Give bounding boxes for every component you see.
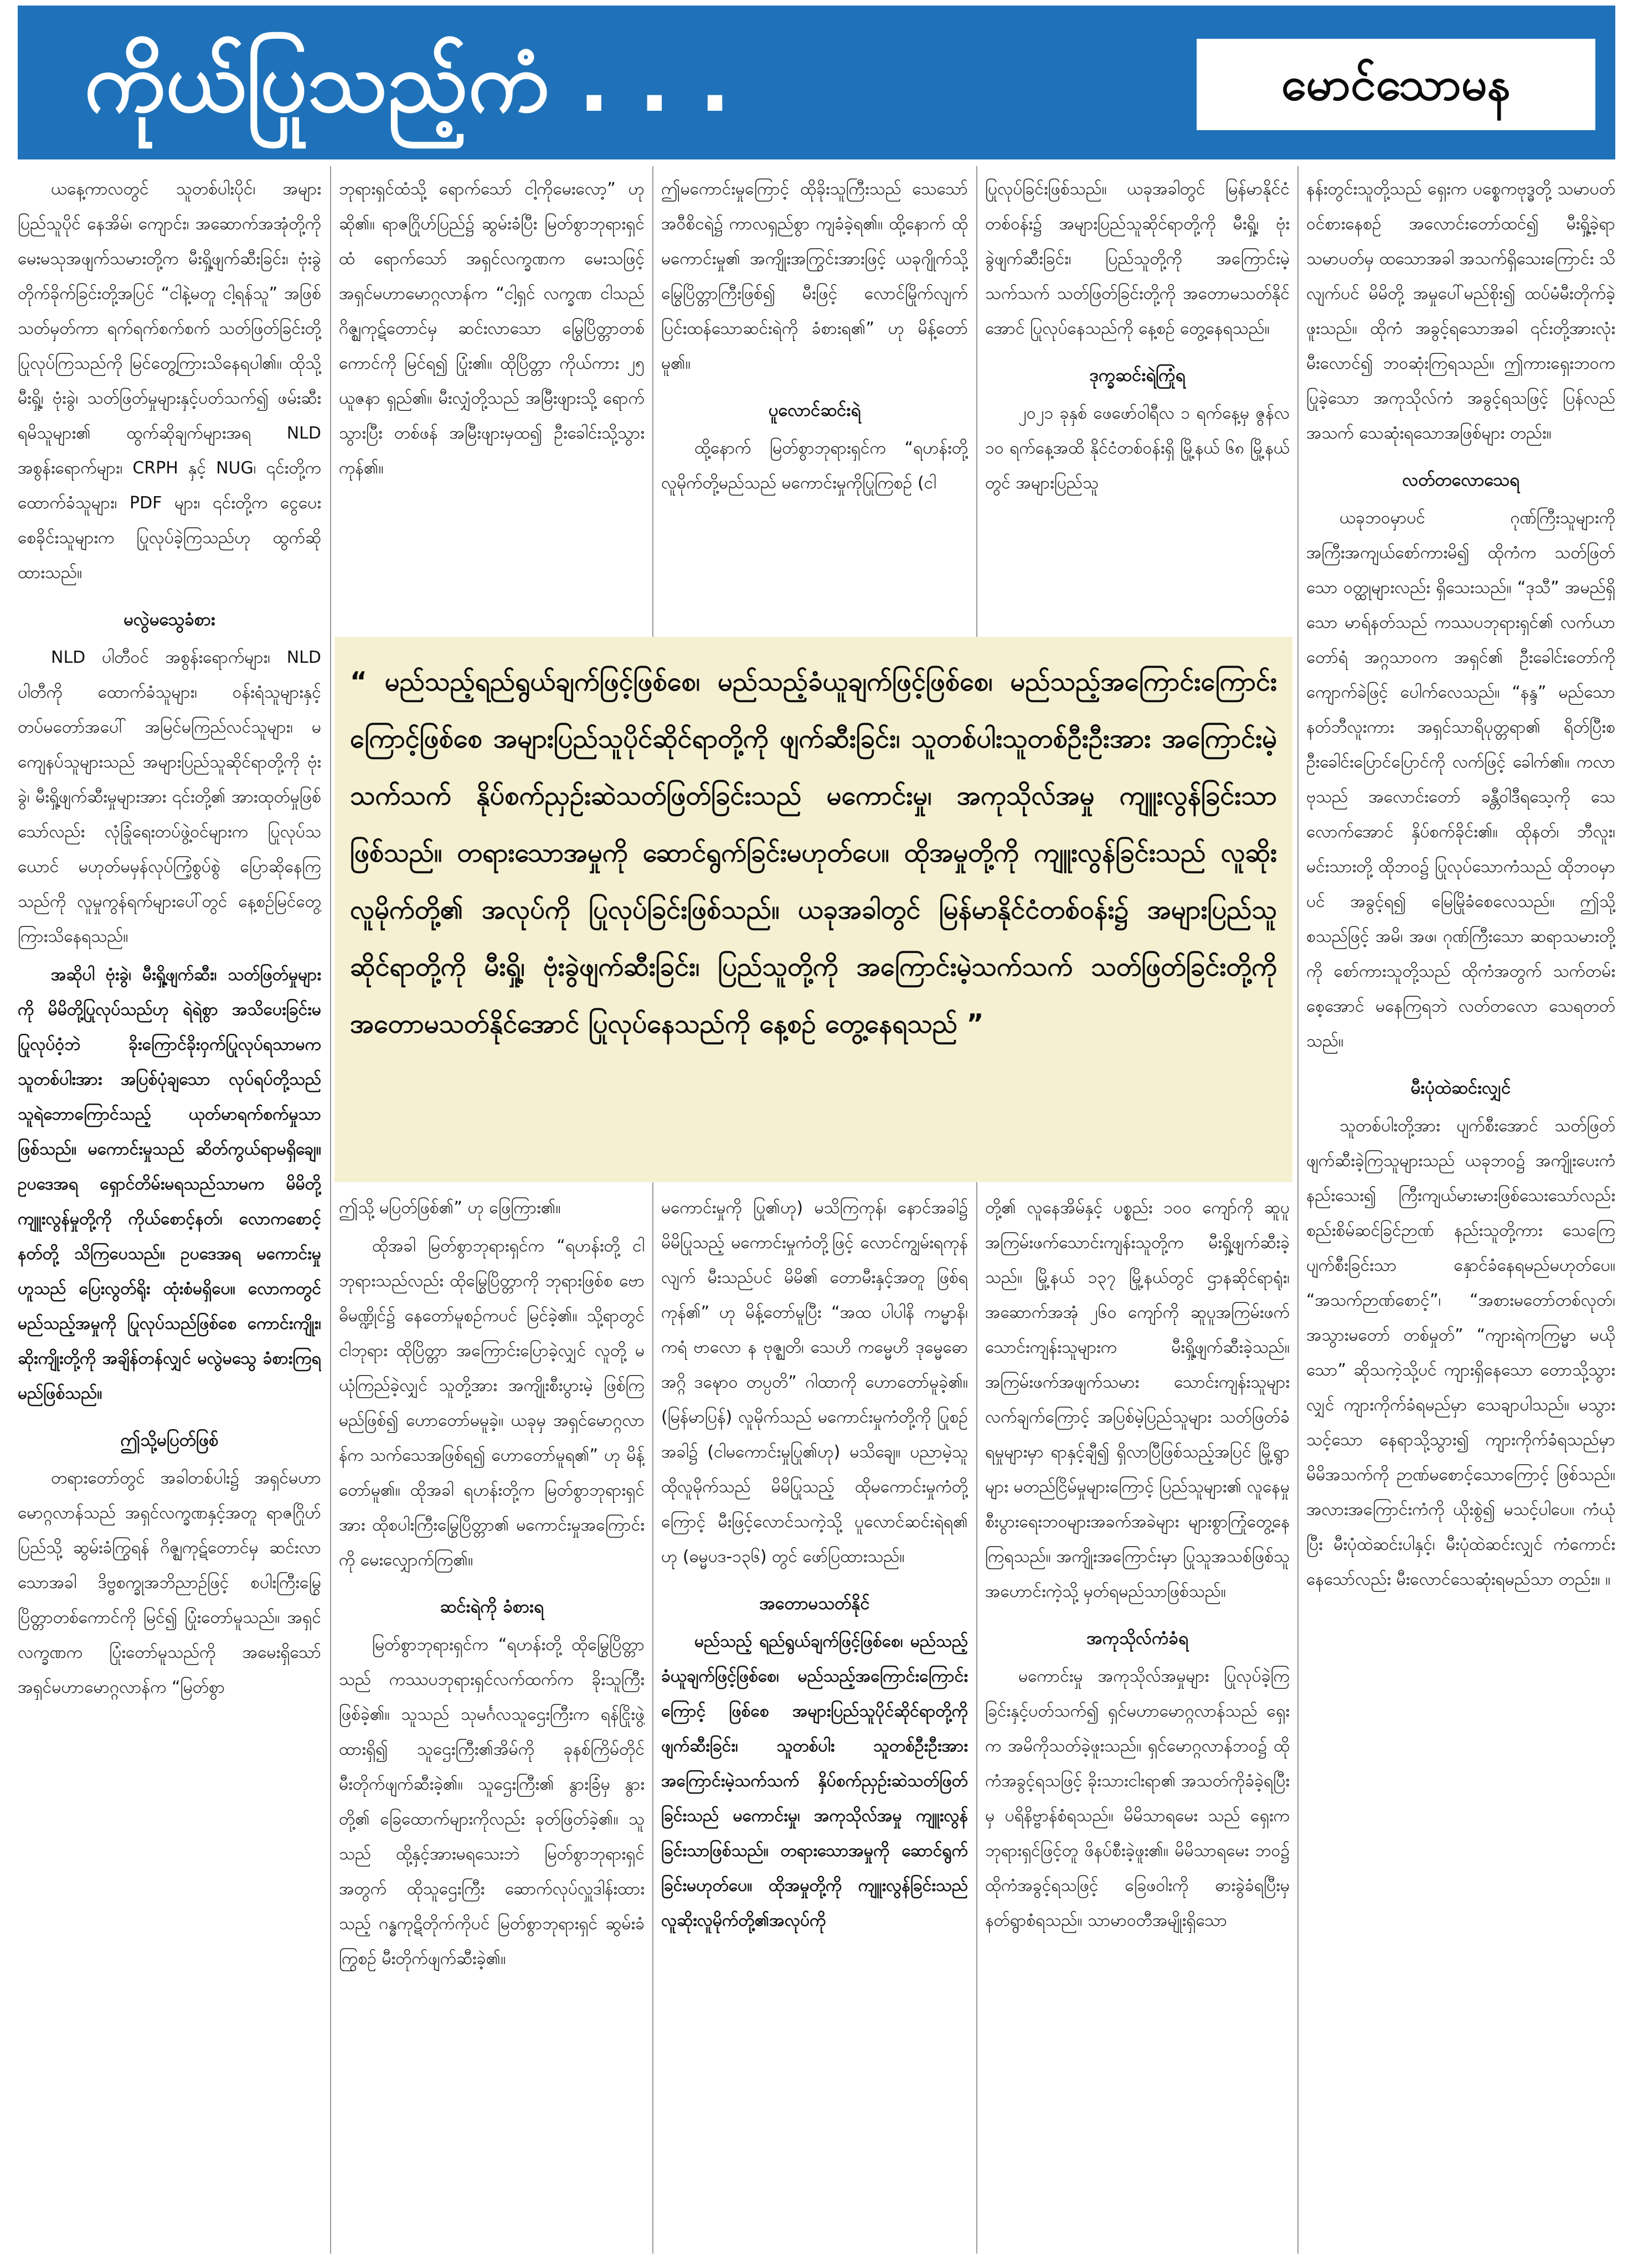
paragraph: တရားတော်တွင် အခါတစ်ပါး၌ အရှင်မဟာမောဂ္ဂလာန်သည် အရှင်လက္ခဏနှင့်အတူ ရာဇဂြိုဟ်ပြည်သို့ ဆွမ်းခံကြွရန် ဂိဇ္ဈကုဋ်တောင်မှ ဆင်းလာသောအခါ ဒိဗ္ဗစက္ခုအဘိညာဉ်ဖြင့် စပါးကြီးမြွေပြိတ္တာတစ်ကောင်ကို မြင်၍ ပြုံးတော်မူသည်။ အရှင်လက္ခဏက ပြုံးတော်မူသည်ကို အမေးရှိသော် အရှင်မဟာမောဂ္ဂလာန်က “မြတ်စွာ [18, 1468, 321, 1697]
author-byline: မောင်သောမန [1197, 39, 1595, 130]
subheading: ဒုက္ခဆင်းရဲကြုံရ [1089, 365, 1186, 385]
subheading: ပူလောင်ဆင်းရဲ [768, 400, 861, 420]
subheading: မီးပုံထဲဆင်းလျှင် [1410, 1078, 1511, 1098]
paragraph: တို့၏ လူနေအိမ်နှင့် ပစ္စည်း ၁၀၀ ကျော်ကို ဆူပူအကြမ်းဖက်သောင်းကျန်းသူတို့က မီးရှို့ဖျက်ဆီးခဲ့သည်။ မြို့နယ် ၁၃၇ မြို့နယ်တွင် ဌာနဆိုင်ရာရုံး၊ အဆောက်အအုံ ၂၆၀ ကျော်ကို ဆူပူအကြမ်းဖက်သောင်းကျန်းသူများက မီးရှို့ဖျက်ဆီးခဲ့သည်။ အကြမ်းဖက်အဖျက်သမား သောင်းကျန်းသူများ လက်ချက်ကြောင့် အပြစ်မဲ့ပြည်သူများ သတ်ဖြတ်ခံရမှုများမှာ ရာနှင့်ချီ၍ ရှိလာပြီဖြစ်သည့်အပြင် မြို့ရွာများ မတည်ငြိမ်မှုများကြောင့် ပြည်သူများ၏ လူနေမှုစီးပွားရေးဘဝများအခက်အခဲများ များစွာကြုံတွေ့နေကြရသည်။ အကျိုးအကြောင်းမှာ ပြုသူအသစ်ဖြစ်သူအဟောင်းကဲ့သို့ မှတ်ရမည်သာဖြစ်သည်။ [985, 1198, 1290, 1601]
column-divider [976, 166, 977, 2254]
paragraph: မည်သည့် ရည်ရွယ်ချက်ဖြင့်ဖြစ်စေ၊ မည်သည့်ခံယူချက်ဖြင့်ဖြစ်စေ၊ မည်သည့်အကြောင်းကြောင်းကြောင့် ဖြစ်စေ အများပြည်သူပိုင်ဆိုင်ရာတို့ကို ဖျက်ဆီးခြင်း၊ သူတစ်ပါး သူတစ်ဦးဦးအား အကြောင်းမဲ့သက်သက် နှိပ်စက်ညှဉ်းဆဲသတ်ဖြတ်ခြင်းသည် မကောင်းမှု၊ အကုသိုလ်အမှု ကျူးလွန်ခြင်းသာဖြစ်သည်။ တရားသောအမှုကို ဆောင်ရွက်ခြင်းမဟုတ်ပေ။ ထိုအမှုတို့ကို ကျူးလွန်ခြင်းသည် လူဆိုးလူမိုက်တို့၏အလုပ်ကို [661, 1632, 968, 1930]
subheading: အကုသိုလ်ကံခံရ [1086, 1628, 1188, 1648]
column-divider [330, 166, 331, 2254]
paragraph: မြတ်စွာဘုရားရှင်က “ရဟန်းတို့ ထိုမြွေပြိတ္တာသည် ကဿပဘုရားရှင်လက်ထက်က ခိုးသူကြီး ဖြစ်ခဲ့၏။ သူသည် သုမင်္ဂလသူဌေးကြီးက ရန်ငြိုးဖွဲ့ထားရှိ၍ သူဌေးကြီး၏အိမ်ကို ခုနစ်ကြိမ်တိုင် မီးတိုက်ဖျက်ဆီးခဲ့၏။ သူဌေးကြီး၏ နွားခြံမှ နွားတို့၏ ခြေထောက်များကိုလည်း ခုတ်ဖြတ်ခဲ့၏။ သူသည် ထို့နှင့်အားမရသေးဘဲ မြတ်စွာဘုရားရှင်အတွက် ထိုသူဌေးကြီး ဆောက်လုပ်လှူဒါန်းထားသည့် ဂန္ဓကုဋိတိုက်ကိုပင် မြတ်စွာဘုရားရှင် ဆွမ်းခံကြွစဉ် မီးတိုက်ဖျက်ဆီးခဲ့၏။ [339, 1635, 645, 1968]
article-title: ကိုယ်ပြုသည့်ကံ . . . [84, 34, 731, 131]
pull-quote-text: “ မည်သည့်ရည်ရွယ်ချက်ဖြင့်ဖြစ်စေ၊ မည်သည့်ခံယူချက်ဖြင့်ဖြစ်စေ၊ မည်သည့်အကြောင်းကြောင်းကြောင့်ဖြစ်စေ အများပြည်သူပိုင်ဆိုင်ရာတို့ကို ဖျက်ဆီးခြင်း၊ သူတစ်ပါးသူတစ်ဦးဦးအား အကြောင်းမဲ့သက်သက် နိုပ်စက်ညှဉ်းဆဲသတ်ဖြတ်ခြင်းသည် မကောင်းမှု၊ အကုသိုလ်အမှု ကျူးလွန်ခြင်းသာဖြစ်သည်။ တရားသောအမှုကို ဆောင်ရွက်ခြင်းမဟုတ်ပေ။ ထိုအမှုတို့ကို ကျူးလွန်ခြင်းသည် လူဆိုးလူမိုက်တို့၏ အလုပ်ကို ပြုလုပ်ခြင်းဖြစ်သည်။ ယခုအခါတွင် မြန်မာနိုင်ငံတစ်ဝန်း၌ အများပြည်သူဆိုင်ရာတို့ကို မီးရှို့၊ ဗုံးခွဲဖျက်ဆီးခြင်း၊ ပြည်သူတို့ကို အကြောင်းမဲ့သက်သက် သတ်ဖြတ်ခြင်းတို့ကို အတောမသတ်နိုင်အောင် ပြုလုပ်နေသည်ကို နေ့စဉ် တွေ့နေရသည် ” [350, 667, 1277, 1039]
paragraph: ထို့နောက် မြတ်စွာဘုရားရှင်က “ရဟန်းတို့ လူမိုက်တို့မည်သည် မကောင်းမှုကိုပြုကြစဉ် (ငါ [661, 439, 968, 493]
subheading: လတ်တလောသေရ [1402, 470, 1519, 490]
column-divider [652, 166, 653, 2254]
header-banner [18, 6, 1615, 159]
paragraph: ထိုအခါ မြတ်စွာဘုရားရှင်က “ရဟန်းတို့ ငါဘုရားသည်လည်း ထိုမြွေပြိတ္တာကို ဘုရားဖြစ်စ ဗောဓိမဏ္ဍိုင်၌ နေတော်မူစဉ်ကပင် မြင်ခဲ့၏။ သို့ရာတွင် ငါဘုရား ထိုပြိတ္တာ အကြောင်းပြောခဲ့လျှင် လူတို့ မယုံကြည်ခဲ့လျှင် သူတို့အား အကျိုးစီးပွားမဲ့ ဖြစ်ကြမည်ဖြစ်၍ ဟောတော်မမူခဲ့။ ယခုမှ အရှင်မောဂ္ဂလာန်က သက်သေအဖြစ်ရ၍ ဟောတော်မူရ၏” ဟု မိန့်တော်မူ၏။ ထိုအခါ ရဟန်းတို့က မြတ်စွာဘုရားရှင်အား ထိုစပါးကြီးမြွေပြိတ္တာ၏ မကောင်းမှုအကြောင်းကို မေးလျှောက်ကြ၏။ [339, 1236, 645, 1570]
subheading: မလွဲမသွေခံစား [123, 610, 215, 630]
paragraph: နန်းတွင်းသူတို့သည် ရှေးက ပစ္စေကဗုဒ္ဓတို့ သမာပတ်ဝင်စားနေစဉ် အလောင်းတော်ထင်၍ မီးရှို့ခဲ့ရာ သမာပတ်မှ ထသောအခါ အသက်ရှိသေးကြောင်း သိလျက်ပင် မိမိတို့ အမှုပေါ်မည်စိုး၍ ထပ်မံမီးတိုက်ခဲ့ဖူးသည်။ ထိုကံ အခွင့်ရသောအခါ ၎င်းတို့အားလုံး မီးလောင်၍ ဘဝဆုံးကြရသည်။ ဤကားရှေးဘဝကပြုခဲ့သော အကုသိုလ်ကံ အခွင့်ရသဖြင့် ပြန်လည်အသက် သေဆုံးရသောအဖြစ်များ တည်း။ [1306, 179, 1615, 443]
column-4-bottom [985, 1190, 1290, 2254]
subheading: ဆင်းရဲကို ခံစားရ [440, 1597, 544, 1617]
paragraph: ၂၀၂၁ ခုနှစ် ဖေဖော်ဝါရီလ ၁ ရက်နေ့မှ ဇွန်လ ၁၀ ရက်နေ့အထိ နိုင်ငံတစ်ဝန်းရှိ မြို့နယ် ၆၈ မြို့နယ်တွင် အများပြည်သူ [985, 404, 1290, 493]
column-3-top [661, 172, 968, 631]
pull-quote-box [334, 637, 1292, 1182]
column-divider [1297, 166, 1299, 2254]
paragraph: ဤမကောင်းမှုကြောင့် ထိုခိုးသူကြီးသည် သေသော်အဝီစိငရဲ၌ ကာလရှည်စွာ ကျခံခဲ့ရ၏။ ထို့နောက် ထိုမကောင်းမှု၏ အကျိုးအကြွင်းအားဖြင့် ယခုဂျိုက်သို့ မြွေပြိတ္တာကြီးဖြစ်၍ မီးဖြင့် လောင်မြိုက်လျက် ပြင်းထန်သောဆင်းရဲကို ခံစားရ၏” ဟု မိန့်တော်မူ၏။ [661, 179, 968, 373]
paragraph: ယနေ့ကာလတွင် သူတစ်ပါးပိုင်၊ အများပြည်သူပိုင် နေအိမ်၊ ကျောင်း၊ အဆောက်အအုံတို့ကို မေးမသုအဖျက်သမားတို့က မီးရှို့ဖျက်ဆီးခြင်း၊ ဗုံးခွဲတိုက်ခိုက်ခြင်းတို့အပြင် “ငါနဲ့မတူ ငါ့ရန်သူ” အဖြစ်သတ်မှတ်ကာ ရက်ရက်စက်စက် သတ်ဖြတ်ခြင်းတို့ ပြုလုပ်ကြသည်ကို မြင်တွေ့ကြားသိနေရပါ၏။ ထိုသို့ မီးရှို့၊ ဗုံးခွဲ၊ သတ်ဖြတ်မှုများနှင့်ပတ်သက်၍ ဖမ်းဆီးရမိသူများ၏ ထွက်ဆိုချက်များအရ NLD အစွန်းရောက်များ၊ CRPH နှင့် NUG၊ ၎င်းတို့က ထောက်ခံသူများ၊ PDF များ၊ ၎င်းတို့က ငွေပေးစေခိုင်းသူများက ပြုလုပ်ခဲ့ကြသည်ဟု ထွက်ဆိုထားသည်။ [18, 179, 321, 583]
column-1 [18, 172, 321, 2254]
column-3-bottom [661, 1190, 968, 2254]
subheading: ဤသို့မပြတ်ဖြစ် [120, 1430, 219, 1450]
paragraph: အဆိုပါ ဗုံးခွဲ၊ မီးရှို့ဖျက်ဆီး၊ သတ်ဖြတ်မှုများကို မိမိတို့ပြုလုပ်သည်ဟု ရဲရဲစွာ အသိပေးခြင်းမပြုလုပ်ဝံ့ဘဲ ခိုးကြောင်ခိုးဝှက်ပြုလုပ်ရသာမက သူတစ်ပါးအား အပြစ်ပုံချသော လုပ်ရပ်တို့သည် သူရဲဘောကြောင်သည့် ယုတ်မာရက်စက်မှုသာ ဖြစ်သည်။ မကောင်းမှုသည် ဆိတ်ကွယ်ရာမရှိချေ။ ဥပဒေအရ ရှောင်တိမ်းမရသည်သာမက မိမိတို့ကျူးလွန်မှုတို့ကို ကိုယ်စောင့်နတ်၊ လောကစောင့်နတ်တို့ သိကြပေသည်။ ဥပဒေအရ မကောင်းမှုဟူသည် ပြေးလွတ်ရိုး ထုံးစံမရှိပေ။ လောကတွင် မည်သည့်အမှုကို ပြုလုပ်သည်ဖြစ်စေ ကောင်းကျိုး၊ ဆိုးကျိုးတို့ကို အချိန်တန်လျှင် မလွဲမသွေ ခံစားကြရမည်ဖြစ်သည်။ [18, 965, 321, 1403]
paragraph: သူတစ်ပါးတို့အား ပျက်စီးအောင် သတ်ဖြတ်ဖျက်ဆီးခဲ့ကြသူများသည် ယခုဘဝ၌ အကျိုးပေးကံနည်းသေး၍ ကြီးကျယ်မားမားဖြစ်သေးသော်လည်း စည်းစိမ်ဆင်ခြင်ဉာဏ် နည်းသူတို့ကား သေကြေပျက်စီးခြင်းသာ နှောင်ခံနေရမည်မဟုတ်ပေ။ “အသက်ဉာဏ်စောင့်”၊ “အစားမတော်တစ်လုတ်၊ အသွားမတော် တစ်မှုတ်” “ကျားရဲကကြမ္မာ မယိုသော” ဆိုသကဲ့သို့ပင် ကျားရှိနေသော တောသို့သွားလျှင် ကျားကိုက်ခံရမည်မှာ သေချာပါသည်။ မသွားသင့်သော နေရာသို့သွား၍ ကျားကိုက်ခံရသည်မှာ မိမိအသက်ကို ဉာဏ်မစောင့်သောကြောင့် ဖြစ်သည်။ အလားအကြောင်းကံကို ယိုးစွဲ၍ မသင့်ပါပေ။ ကံယုံပြီး မီးပုံထဲဆင်းပါနှင့်၊ မီးပုံထဲဆင်းလျှင် ကံကောင်းနေသော်လည်း မီးလောင်သေဆုံးရမည်သာ တည်း။ ။ [1306, 1116, 1615, 1589]
column-4-top [985, 172, 1290, 631]
subheading: အတောမသတ်နိုင် [759, 1594, 870, 1614]
paragraph: NLD ပါတီဝင် အစွန်းရောက်များ၊ NLD ပါတီကို ထောက်ခံသူများ၊ ဝန်းရံသူများနှင့် တပ်မတော်အပေါ် အမြင်မကြည်လင်သူများ၊ မကျေနပ်သူများသည် အများပြည်သူဆိုင်ရာတို့ကို ဗုံးခွဲ၊ မီးရှို့ဖျက်ဆီးမှုများအား ၎င်းတို့၏ အားထုတ်မှုဖြစ်သော်လည်း လုံခြုံရေးတပ်ဖွဲ့ဝင်များက ပြုလုပ်သယောင် မဟုတ်မမှန်လုပ်ကြံ့စွပ်စွဲ ပြောဆိုနေကြသည်ကို လူမှုကွန်ရက်များပေါ်တွင် နေ့စဉ်မြင်တွေ့ကြားသိနေရသည်။ [18, 648, 321, 946]
column-2-top [339, 172, 645, 631]
paragraph: ဘုရားရှင်ထံသို့ ရောက်သော် ငါ့ကိုမေးလော့” ဟုဆို၏။ ရာဇဂြိုဟ်ပြည်၌ ဆွမ်းခံပြီး မြတ်စွာဘုရားရှင်ထံ ရောက်သော် အရှင်လက္ခဏက မေးသဖြင့် အရှင်မဟာမောဂ္ဂလာန်က “ငါ့ရှင် လက္ခဏ ငါသည် ဂိဇ္ဈကုဋ်တောင်မှ ဆင်းလာသော မြွေပြိတ္တာတစ်ကောင်ကို မြင်ရ၍ ပြုံး၏။ ထိုပြိတ္တာ ကိုယ်ကား ၂၅ ယူဇနာ ရှည်၏။ မီးလျှံတို့သည် အမြီးဖျားသို့ ရောက်သွားပြီး တစ်ဖန် အမြီးဖျားမှထ၍ ဦးခေါင်းသို့သွားကုန်၏။ [339, 179, 645, 478]
paragraph: မကောင်းမှု အကုသိုလ်အမှုများ ပြုလုပ်ခဲ့ကြခြင်းနှင့်ပတ်သက်၍ ရှင်မဟာမောဂ္ဂလာန်သည် ရှေးက အမိကိုသတ်ခဲ့ဖူးသည်။ ရှင်မောဂ္ဂလာန်ဘဝ၌ ထိုကံအခွင့်ရသဖြင့် ခိုးသားငါးရာ၏ အသတ်ကိုခံခဲ့ရပြီးမှ ပရိနိဗ္ဗာန်စံရသည်။ မိမိသာရမေး သည် ရှေးက ဘုရားရှင်ဖြင့်တူ ဖိနပ်စီးခဲ့ဖူး၏။ မိမိသာရမေး ဘဝ၌ ထိုကံအခွင့်ရသဖြင့် ခြေဖဝါးကို ဓားခွဲခံရပြီးမှ နတ်ရွာစံရသည်။ သာမာဝတီအမျိုးရှိသော [985, 1667, 1290, 1930]
paragraph: ဤသို့ မပြတ်ဖြစ်၏” ဟု ဖြေကြား၏။ [339, 1198, 561, 1218]
column-2-bottom [339, 1190, 645, 2254]
paragraph: မကောင်းမှုကို ပြု၏ဟု) မသိကြကုန်၊ နောင်အခါ၌ မိမိပြုသည့် မကောင်းမှုကံတို့ဖြင့် လောင်ကျွမ်းရကုန်လျက် မီးသည်ပင် မိမိ၏ တောမီးနှင့်အတူ ဖြစ်ရကုန်၏” ဟု မိန့်တော်မူပြီး “အထ ပါပါနိ ကမ္မာနိ၊ ကရံ ဗာလော န ဗုဇ္ဈတိ၊ သေဟိ ကမ္မေဟိ ဒုမ္မေဓော အဂ္ဂိ ဒဍ္ဎောဝ တပ္ပတိ” ဂါထာကို ဟောတော်မူခဲ့၏။ (မြန်မာပြန်) လူမိုက်သည် မကောင်းမှုကံတို့ကို ပြုစဉ်အခါ၌ (ငါမကောင်းမှုပြု၏ဟု) မသိချေ။ ပညာမဲ့သူ ထိုလူမိုက်သည် မိမိပြုသည့် ထိုမကောင်းမှုကံတို့ကြောင့် မီးဖြင့်လောင်သကဲ့သို့ ပူလောင်ဆင်းရဲရ၏ ဟု (ဓမ္မပဒ-၁၃၆) တွင် ဖော်ပြထားသည်။ [661, 1198, 968, 1566]
paragraph: ပြုလုပ်ခြင်းဖြစ်သည်။ ယခုအခါတွင် မြန်မာနိုင်ငံတစ်ဝန်း၌ အများပြည်သူဆိုင်ရာတို့ကို မီးရှို့၊ ဗုံးခွဲဖျက်ဆီးခြင်း၊ ပြည်သူတို့ကို အကြောင်းမဲ့သက်သက် သတ်ဖြတ်ခြင်းတို့ကို အတောမသတ်နိုင်အောင် ပြုလုပ်နေသည်ကို နေ့စဉ် တွေ့နေရသည်။ [985, 179, 1290, 338]
paragraph: ယခုဘဝမှာပင် ဂုဏ်ကြီးသူများကို အကြီးအကျယ်စော်ကားမိ၍ ထိုကံက သတ်ဖြတ်သော ဝတ္ထုများလည်း ရှိသေးသည်။ “ဒုသီ” အမည်ရှိသော မာရ်နတ်သည် ကဿပဘုရားရှင်၏ လက်ယာတော်ရံ အဂ္ဂသာဝက အရှင်၏ ဦးခေါင်းတော်ကို ကျောက်ခဲဖြင့် ပေါက်လေသည်။ “နန္ဒ” မည်သော နတ်ဘီလူးကား အရှင်သာရိပုတ္တရာ၏ ရိတ်ပြီးစ ဦးခေါင်းပြောင်ပြောင်ကို လက်ဖြင့် ခေါက်၏။ ကလာဗုသည် အလောင်းတော် ခန္တီဝါဒီရသေ့ကို သေလောက်အောင် နှိပ်စက်ခိုင်း၏။ ထိုနတ်၊ ဘီလူး၊ မင်းသားတို့ ထိုဘဝ၌ ပြုလုပ်သောကံသည် ထိုဘဝမှာပင် အခွင့်ရ၍ မြေမြိုခံစေလေသည်။ ဤသို့စသည်ဖြင့် အမိ၊ အဖ၊ ဂုဏ်ကြီးသော ဆရာသမားတို့ကို စော်ကားသူတို့သည် ထိုကံအတွက် သက်တမ်းစေ့အောင် မနေကြရဘဲ လတ်တလော သေရတတ်သည်။ [1306, 508, 1615, 1051]
column-5 [1306, 172, 1615, 2254]
